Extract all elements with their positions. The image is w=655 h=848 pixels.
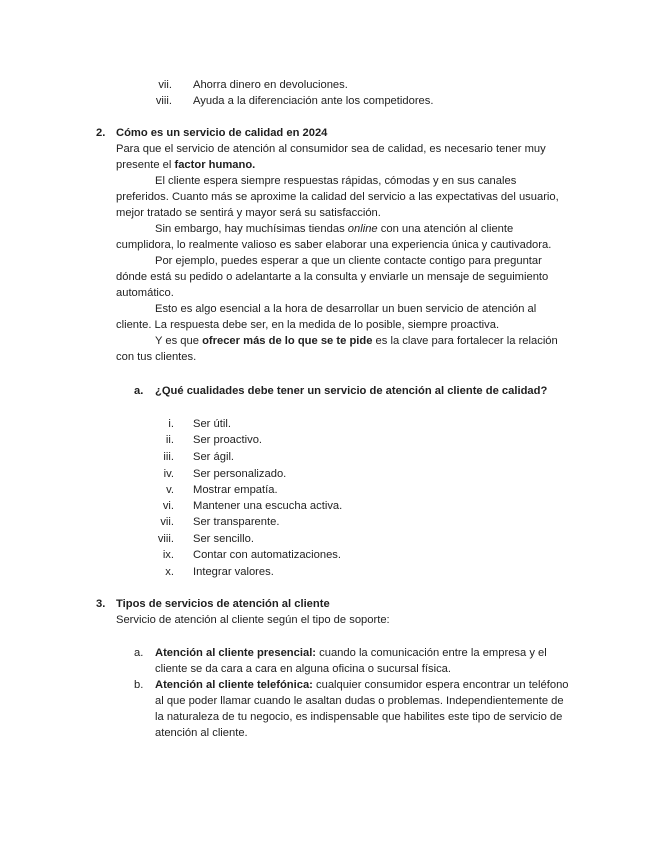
list-item: Ser proactivo.: [193, 434, 263, 446]
text-run: con una atención al cliente: [377, 223, 514, 235]
paragraph-line: Esto es algo esencial a la hora de desarrollar un buen servicio de atención al: [155, 303, 537, 315]
list-number: vii.: [158, 79, 172, 91]
list-item: Ser personalizado.: [193, 468, 287, 480]
paragraph-line: al que poder llamar cuando le asaltan dudas o problemas. Independientemente de: [155, 695, 564, 707]
text-run: es la clave para fortalecer la relación: [372, 335, 558, 347]
italic-text: online: [347, 223, 378, 235]
list-number: x.: [165, 566, 174, 578]
list-item: Ser ágil.: [193, 451, 235, 463]
paragraph-line: Para que el servicio de atención al consumidor sea de calidad, es necesario tener muy: [116, 143, 546, 155]
paragraph-line: [155, 334, 558, 348]
list-number: v.: [166, 484, 174, 496]
paragraph-line: Servicio de atención al cliente según el tipo de soporte:: [116, 614, 390, 626]
section-heading: Cómo es un servicio de calidad en 2024: [116, 127, 328, 139]
list-item: Ser sencillo.: [193, 533, 254, 545]
text-run: Sin embargo, hay muchísimas tiendas: [155, 223, 348, 235]
list-number: vi.: [162, 500, 174, 512]
subsection-heading: ¿Qué cualidades debe tener un servicio de atención al cliente de calidad?: [155, 385, 548, 397]
list-number: a.: [134, 647, 144, 659]
list-item: [155, 678, 569, 692]
list-number: viii.: [157, 533, 174, 545]
paragraph-line: El cliente espera siempre respuestas rápidas, cómodas y en sus canales: [155, 175, 517, 187]
emphasis-text: ofrecer más de lo que se te pide: [202, 335, 373, 347]
paragraph-line: [155, 222, 513, 236]
list-number: vii.: [160, 516, 174, 528]
text-run: Y es que: [155, 335, 203, 347]
paragraph-line: la naturaleza de tu negocio, es indispensable que habilites este tipo de servicio de: [155, 711, 563, 723]
emphasis-text: Atención al cliente presencial:: [155, 647, 317, 659]
list-number: i.: [168, 418, 174, 430]
emphasis-text: Atención al cliente telefónica:: [155, 679, 313, 691]
list-item: Mostrar empatía.: [193, 484, 278, 496]
list-number: b.: [134, 679, 144, 691]
paragraph-line: automático.: [116, 287, 174, 299]
paragraph-line: cumplidora, lo realmente valioso es saber elaborar una experiencia única y cautivadora.: [116, 239, 552, 251]
paragraph-line: con tus clientes.: [116, 351, 197, 363]
list-item: Ser útil.: [193, 418, 231, 430]
paragraph-line: Por ejemplo, puedes esperar a que un cliente contacte contigo para preguntar: [155, 255, 542, 267]
list-item: Integrar valores.: [193, 566, 274, 578]
list-item: Contar con automatizaciones.: [193, 549, 342, 561]
section-number: 2.: [96, 127, 106, 139]
emphasis-text: factor humano.: [174, 159, 256, 171]
list-number: ii.: [165, 434, 174, 446]
paragraph-line: mejor tratado se sentirá y mayor será su satisfacción.: [116, 207, 381, 219]
list-number: ix.: [162, 549, 174, 561]
paragraph-line: preferidos. Cuanto más se aproxime la calidad del servicio a las expectativas del usuario,: [116, 191, 559, 203]
text-run: presente el: [116, 159, 175, 171]
text-run: cualquier consumidor espera encontrar un teléfono: [312, 679, 569, 691]
list-number: iv.: [163, 468, 174, 480]
text-run: cuando la comunicación entre la empresa y el: [316, 647, 547, 659]
list-number: iii.: [163, 451, 174, 463]
list-number: viii.: [155, 95, 172, 107]
paragraph-line: cliente. La respuesta debe ser, en la medida de lo posible, siempre proactiva.: [116, 319, 500, 331]
paragraph-line: dónde está su pedido o adelantarte a la consulta y enviarle un mensaje de seguimiento: [116, 271, 549, 283]
subsection-number: a.: [134, 385, 144, 397]
section-number: 3.: [96, 598, 106, 610]
list-item: Ahorra dinero en devoluciones.: [193, 79, 348, 91]
paragraph-line: [116, 158, 255, 172]
list-item: Ser transparente.: [193, 516, 280, 528]
list-item: Mantener una escucha activa.: [193, 500, 343, 512]
paragraph-line: atención al cliente.: [155, 727, 248, 739]
list-item: Ayuda a la diferenciación ante los competidores.: [193, 95, 434, 107]
paragraph-line: cliente se da cara a cara en alguna oficina o sucursal física.: [155, 663, 452, 675]
section-heading: Tipos de servicios de atención al cliente: [116, 598, 330, 610]
list-item: [155, 646, 547, 660]
